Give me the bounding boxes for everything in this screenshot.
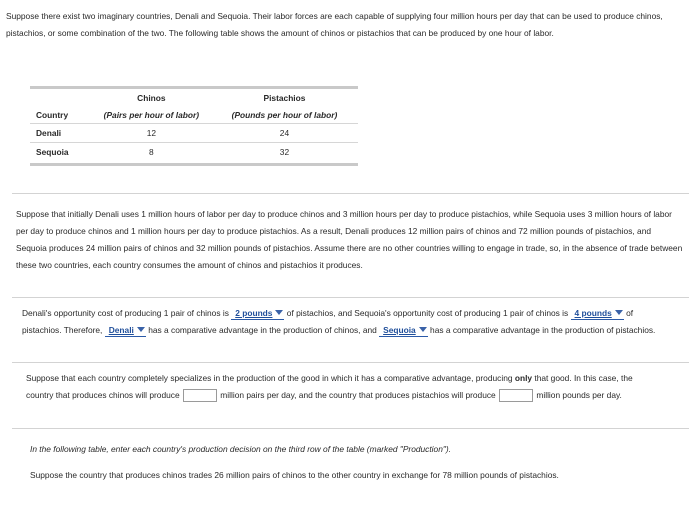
chinos-cell: 12 <box>92 124 211 143</box>
chevron-down-icon <box>137 327 145 332</box>
chinos-header: Chinos <box>137 92 166 103</box>
opportunity-cost-paragraph: Denali's opportunity cost of producing 1 pair of chinos is 2 pounds of pistachios, and Sequoia's opportunity cost of producing 1 pair of chinos is 4 pounds of pistachios. Therefore, Denali has a comparative advantage in the production of chinos, and Sequoia has a comparative advantage in the production of pistachios. <box>22 308 656 335</box>
country-cell: Sequoia <box>30 143 92 162</box>
section-divider <box>12 297 689 298</box>
section-divider <box>12 193 689 194</box>
chevron-down-icon <box>419 327 427 332</box>
pistachios-production-input[interactable] <box>499 389 533 402</box>
table-row <box>30 124 358 143</box>
trade-paragraph: Suppose the country that produces chinos trades 26 million pairs of chinos to the other country in exchange for 78 million pounds of pistachios. <box>30 470 559 480</box>
country-cell: Denali <box>30 124 92 143</box>
section-divider <box>12 428 689 429</box>
table-row <box>30 143 358 162</box>
initial-production-paragraph: Suppose that initially Denali uses 1 million hours of labor per day to produce chinos and 3 million hours per day to produce pistachios, while Sequoia uses 3 million hours of labor per day to produce chinos and 1 million hours per day to produce pistachios. As a result, Denali produces 12 million pairs of chinos and 72 million pounds of pistachios, and Sequoia produces 24 million pairs of chinos and 32 million pounds of pistachios. Assume there are no other countries willing to engage in trade, so, in the absence of trade between these two countries, each country consumes the amount of chinos and pistachios it produces. <box>16 209 683 270</box>
production-table <box>30 86 358 166</box>
chevron-down-icon <box>275 310 283 315</box>
instruction-paragraph: In the following table, enter each country's production decision on the third row of the table (marked "Production"). <box>30 444 451 454</box>
pistachios-advantage-dropdown[interactable]: Sequoia <box>379 324 428 337</box>
chevron-down-icon <box>615 310 623 315</box>
section-divider <box>12 362 689 363</box>
sequoia-opportunity-cost-dropdown[interactable]: 4 pounds <box>571 307 624 320</box>
denali-opportunity-cost-dropdown[interactable]: 2 pounds <box>231 307 284 320</box>
chinos-advantage-dropdown[interactable]: Denali <box>105 324 146 337</box>
chinos-cell: 8 <box>92 143 211 162</box>
chinos-production-input[interactable] <box>183 389 217 402</box>
specialization-paragraph: Suppose that each country completely specializes in the production of the good in which it has a comparative advantage, producing only that good. In this case, the country that produces chinos will produce million pairs per day, and the country that produces pistachios will produce million pounds per day. <box>26 370 650 404</box>
pistachios-header: Pistachios <box>263 92 306 103</box>
intro-paragraph: Suppose there exist two imaginary countries, Denali and Sequoia. Their labor forces are each capable of supplying four million hours per day that can be used to produce chinos, pistachios, or some combination of the two. The following table shows the amount of chinos or pistachios that can be produced by one hour of labor. <box>6 11 663 38</box>
table-bottom-rule <box>30 163 358 166</box>
pistachios-unit-header: (Pounds per hour of labor) <box>231 109 338 120</box>
country-header: Country <box>36 109 69 120</box>
pistachios-cell: 32 <box>211 143 358 162</box>
pistachios-cell: 24 <box>211 124 358 143</box>
chinos-unit-header: (Pairs per hour of labor) <box>103 109 200 120</box>
